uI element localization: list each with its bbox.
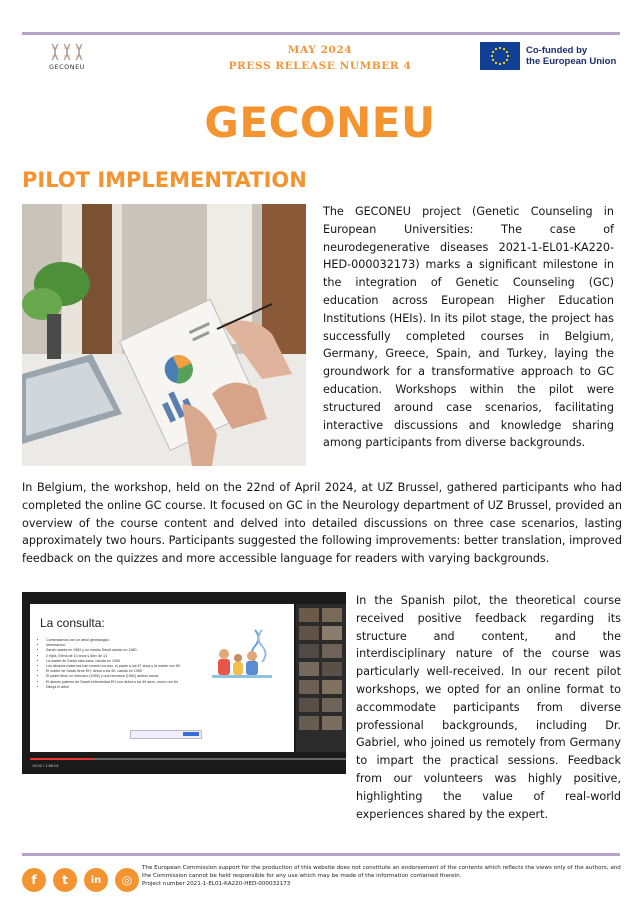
slide-panel [30, 604, 294, 752]
slide-bullet: • Los abuelos maternos han muerto los dos, el padre a los 67 anos y la madre con 89 [46, 664, 206, 669]
slide-bullets [34, 638, 206, 690]
eu-cofunded-logo [480, 42, 616, 70]
slide-bullet: • La madre de Sarah esta sana, nacida en 1955 [46, 659, 206, 664]
top-rule [22, 32, 620, 35]
bottom-rule [22, 853, 620, 856]
geconeu-logo [46, 42, 88, 71]
slide-bullet: • Sarah nacida en 1983 y su marido David nacido en 1980 [46, 648, 206, 653]
logo-text: GECONEU [48, 63, 86, 71]
globe-icon[interactable]: ◎ [115, 868, 139, 892]
slide-bullet: • Informacion: [46, 643, 206, 648]
section-title: PILOT IMPLEMENTATION [22, 168, 307, 192]
participant-grid [296, 604, 346, 752]
release-number: PRESS RELEASE NUMBER 4 [228, 60, 412, 72]
eu-text-line2: the European Union [526, 56, 617, 67]
slide-bullet: • El abuelo paterno de Sarah enfermedad EH con debut a los 49 anos, murio con 64 [46, 680, 206, 685]
social-links [22, 868, 139, 892]
slide-bullet: • 2 hijos, Elena de 10 anos y Alex de 13 [46, 654, 206, 659]
slide-title: La consulta: [40, 616, 105, 630]
eu-flag-icon [480, 42, 520, 70]
eu-text-line1: Co-funded by [526, 45, 588, 56]
disclaimer-text: The European Commission support for the production of this website does not constitute an endorsement of the contents which reflects the views only of the authors, and the Commission cannot be held responsible for any use which may be made of the information contained therein. [142, 865, 621, 879]
release-date: MAY 2024 [287, 44, 353, 56]
facebook-icon[interactable]: f [22, 868, 46, 892]
project-number: Project number 2021-1-EL01-KA220-HED-000032173 [142, 881, 291, 887]
video-time: 15:02 / 1:56:01 [32, 763, 59, 768]
pilot-photo [22, 204, 306, 466]
family-illustration [210, 628, 280, 684]
linkedin-icon[interactable]: in [84, 868, 108, 892]
dna-logo-icon [49, 42, 85, 62]
online-workshop-screenshot [22, 592, 346, 774]
video-progress-bar[interactable] [30, 758, 346, 760]
slide-bullet: • Dibuja el arbol [46, 685, 206, 690]
caption-bar [130, 730, 202, 739]
twitter-icon[interactable]: t [53, 868, 77, 892]
slide-bullet: • El padre tiene un hermano (1955) y una hermana (1962) ambos sanos [46, 674, 206, 679]
page-title: GECONEU [204, 98, 436, 147]
intro-paragraph: The GECONEU project (Genetic Counseling in European Universities: The case of neurodegenerative diseases 2021-1-EL01-KA220-HED-000032173) marks a significant milestone in the integration of Genetic Counseling (GC) education across European Higher Education Institutions (HEIs). In its pilot stage, the project has successfully completed courses in Belgium, Germany, Greece, Spain, and Turkey, laying the groundwork for a transformative approach to GC education. Workshops within the pilot were structured around case scenarios, facilitating interactive discussions and knowledge sharing among participants from diverse backgrounds. [323, 205, 614, 450]
footer-disclaimer [142, 864, 622, 888]
belgium-paragraph: In Belgium, the workshop, held on the 22nd of April 2024, at UZ Brussel, gathered participants who had completed the online GC course. It focused on GC in the Neurology department of UZ Brussel, provided an overview of the course content and delved into detailed discussions on three case scenarios, lasting approximately two hours. Participants suggested the following improvements: better translation, improved feedback on the quizzes and more accessible language for readers with varying backgrounds. [22, 481, 622, 566]
slide-bullet: • Comenzamos con un arbol genealogico [46, 638, 206, 643]
press-header [200, 42, 440, 74]
slide-bullet: • El madre de Sarah tiene EH, debut a los 50, nacido en 1959 [46, 669, 206, 674]
spain-paragraph: In the Spanish pilot, the theoretical course received positive feedback regarding its structure and content, and the interdisciplinary nature of the course was particularly well-received. In our recent pilot workshops, we opted for an online format to accommodate participants from diverse professional backgrounds, including Dr. Gabriel, who joined us remotely from Germany to impart the practical sessions. Feedback from our volunteers was highly positive, highlighting the value of real-world experiences shared by the expert. [356, 594, 621, 821]
